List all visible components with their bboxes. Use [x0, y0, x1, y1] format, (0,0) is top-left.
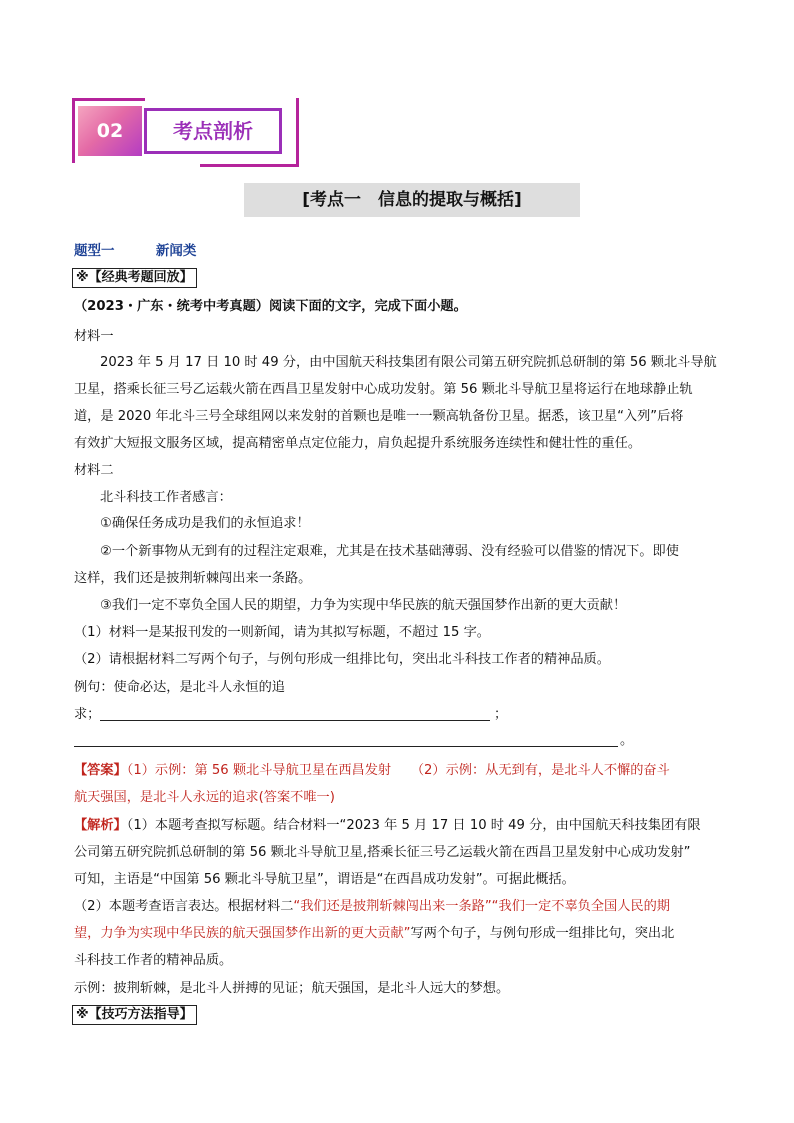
example-continuation: 求；: [74, 707, 101, 722]
material1-line: 有效扩大短报文服务区域，提高精密单点定位能力，肩负起提升系统服务连续性和健壮性的重任。: [74, 436, 642, 451]
analysis-quote: 望，力争为实现中华民族的航天强国梦作出新的更大贡献”: [74, 926, 411, 941]
material2-item: ③我们一定不辜负全国人民的期望，力争为实现中华民族的航天强国梦作出新的更大贡献！: [100, 598, 627, 613]
question-type-label: 题型一: [74, 243, 115, 259]
analysis-tag: 【解析】: [74, 818, 127, 833]
source-line: （2023・广东・统考中考真题）阅读下面的文字，完成下面小题。: [74, 299, 467, 314]
analysis-text: （2）本题考查语言表达。根据材料二: [74, 899, 294, 914]
answer-blank-line[interactable]: [74, 746, 618, 747]
topic-title-bar: [考点一 信息的提取与概括]: [244, 183, 580, 217]
analysis-example: 示例：披荆斩棘，是北斗人拼搏的见证；航天强国，是北斗人远大的梦想。: [74, 981, 510, 996]
question-1: （1）材料一是某报刊发的一则新闻，请为其拟写标题，不超过 15 字。: [74, 625, 490, 640]
example-sentence: 例句：使命必达，是北斗人永恒的追: [74, 680, 285, 695]
analysis-line: [74, 924, 674, 944]
answer-text: （1）示例：第 56 颗北斗导航卫星在西昌发射 （2）示例：从无到有，是北斗人不懈的奋斗: [126, 763, 670, 778]
material2-intro: 北斗科技工作者感言：: [100, 490, 232, 505]
material1-line: 卫星，搭乘长征三号乙运载火箭在西昌卫星发射中心成功发射。第 56 颗北斗导航卫星将运行在地球静止轨: [74, 382, 693, 397]
section-number-badge: 02: [78, 106, 142, 156]
answer-blank-line[interactable]: [100, 720, 490, 721]
material1-line: 2023 年 5 月 17 日 10 时 49 分，由中国航天科技集团有限公司第五研究院抓总研制的第 56 颗北斗导航: [100, 355, 717, 370]
material2-item: ①确保任务成功是我们的永恒追求！: [100, 516, 310, 531]
material2-item: 这样，我们还是披荆斩棘闯出来一条路。: [74, 571, 312, 586]
blank-semicolon: ；: [494, 707, 508, 722]
answer-tag: 【答案】: [74, 763, 127, 778]
analysis-quote: “我们还是披荆斩棘闯出来一条路”“我们一定不辜负全国人民的期: [293, 899, 670, 914]
material1-line: 道，是 2020 年北斗三号全球组网以来发射的首颗也是唯一一颗高轨备份卫星。据悉，该卫星“入列”后将: [74, 409, 684, 424]
question-type: [74, 239, 196, 259]
method-guidance-box: ※【技巧方法指导】: [72, 1005, 197, 1025]
answer-line: 航天强国，是北斗人永远的追求(答案不唯一): [74, 790, 335, 805]
answer-line: [74, 761, 670, 781]
analysis-text: （1）本题考查拟写标题。结合材料一“2023 年 5 月 17 日 10 时 49 分，由中国航天科技集团有限: [126, 818, 701, 833]
analysis-line: 斗科技工作者的精神品质。: [74, 953, 233, 968]
analysis-line: [74, 897, 670, 917]
analysis-line: 可知，主语是“中国第 56 颗北斗导航卫星”，谓语是“在西昌成功发射”。可据此概括。: [74, 872, 575, 887]
material1-heading: 材料一: [74, 329, 114, 344]
blank-period: 。: [620, 733, 634, 748]
material2-item: ②一个新事物从无到有的过程注定艰难，尤其是在技术基础薄弱、没有经验可以借鉴的情况下。即使: [100, 544, 679, 559]
analysis-text: 写两个句子，与例句形成一组排比句，突出北: [410, 926, 675, 941]
material2-heading: 材料二: [74, 463, 114, 478]
question-2: （2）请根据材料二写两个句子，与例句形成一组排比句，突出北斗科技工作者的精神品质。: [74, 652, 610, 667]
section-heading-badge: 考点剖析: [144, 108, 282, 154]
question-type-name: 新闻类: [155, 243, 197, 259]
classic-question-box: ※【经典考题回放】: [72, 268, 197, 288]
analysis-line: 公司第五研究院抓总研制的第 56 颗北斗导航卫星,搭乘长征三号乙运载火箭在西昌卫星发射中心成功发射”: [74, 845, 691, 860]
analysis-line: [74, 816, 701, 836]
